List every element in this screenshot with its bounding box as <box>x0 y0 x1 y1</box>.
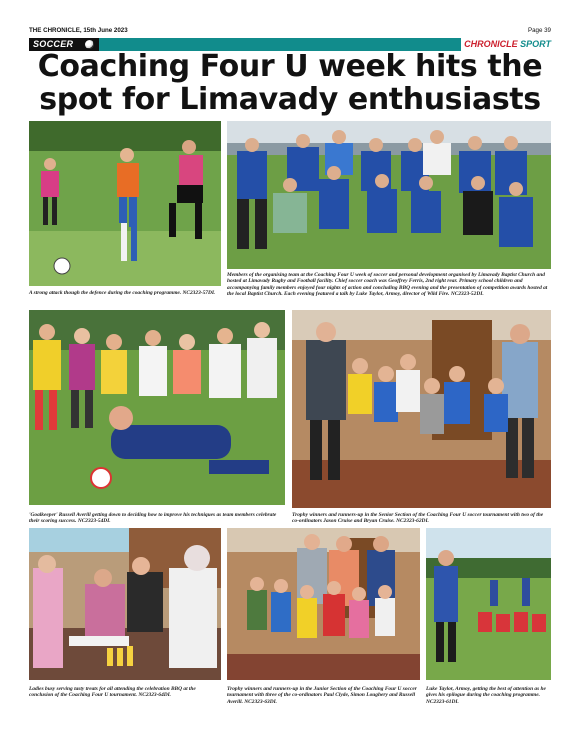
caption-goalkeeper: 'Goalkeeper' Russell Averill getting down to deciding how to improve his techniques as team members celebrate their scoring success. NC2323-54DL <box>29 512 277 525</box>
caption-attack: A strong attack though the defence during the coaching programme. NC2323-57DL <box>29 290 216 296</box>
caption-ladies-serving: Ladies busy serving tasty treats for all attending the celebration BBQ at the conclusion of the Coaching Four U tournament. NC2323-64DL <box>29 686 196 699</box>
caption-senior-section: Trophy winners and runners-up in the Senior Section of the Coaching Four U soccer tournament with two of the co-ordinators Jason Cruise and Bryan Cruise. NC2323-62DL <box>292 512 544 525</box>
photo-ladies-serving <box>29 528 221 680</box>
photo-goalkeeper <box>29 310 285 505</box>
photo-attack <box>29 121 221 286</box>
page-number: Page 39 <box>527 27 551 34</box>
brand-sport: SPORT <box>520 39 551 49</box>
caption-junior-section: Trophy winners and runners-up in the Junior Section of the Coaching Four U soccer tournament with three of the co-ordinators Paul Clyde, Simon Loughery and Russell Averill. NC2323-63DL <box>227 686 417 705</box>
brand-main: CHRONICLE <box>464 39 518 49</box>
publication-date: THE CHRONICLE, 15th June 2023 <box>29 27 128 34</box>
football-icon <box>85 40 94 49</box>
photo-luke-taylor <box>426 528 551 680</box>
headline-line-1: Coaching Four U week hits the <box>37 49 543 84</box>
photo-organising-team <box>227 121 551 269</box>
photo-junior-section <box>227 528 420 680</box>
caption-luke-taylor: Luke Taylor, Armoy, getting the best of attention as he gives his epilogue during the coaching programme. NC2323-61DL <box>426 686 546 705</box>
section-label: SOCCER <box>29 38 99 51</box>
photo-senior-section <box>292 310 551 508</box>
headline-line-2: spot for Limavady enthusiasts <box>39 82 541 117</box>
caption-organising-team: Members of the organising team at the Coaching Four U week of soccer and personal development organised by Limavady Baptist Church and hosted at Limavady Rugby and Football facility. Chief soccer coach was Geoffrey Ferris, 2nd right rear. Primary school children and accompanying family members enjoyed four nights of action and concluding BBQ evening and the presentation of competition awards hosted at the local Baptist Church. Each evening featured a talk by Luke Taylor, Armoy, director of Wild Fire. NC2323-52DL <box>227 272 548 298</box>
headline <box>29 50 551 116</box>
